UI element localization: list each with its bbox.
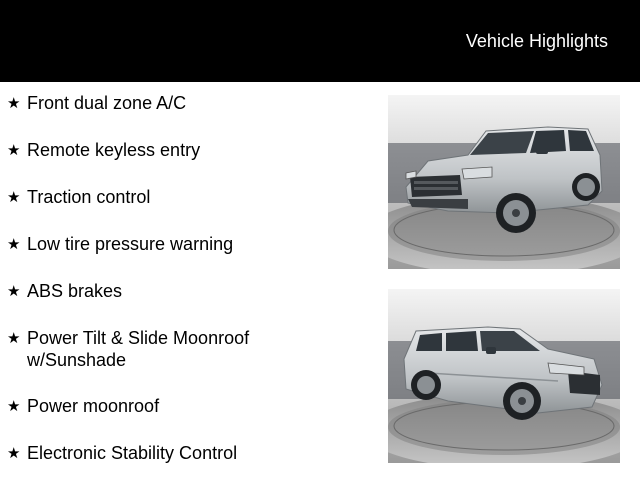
- feature-label: Power moonroof: [27, 396, 160, 416]
- star-icon: ★: [7, 444, 21, 462]
- feature-item: [7, 280, 287, 302]
- feature-label: Power Tilt & Slide Moonroof w/Sunshade: [27, 328, 250, 370]
- feature-item: [7, 395, 287, 417]
- star-icon: ★: [7, 94, 21, 112]
- star-icon: ★: [7, 188, 21, 206]
- feature-item: [7, 233, 287, 255]
- feature-item: [7, 327, 287, 371]
- page-title: Vehicle Highlights: [465, 31, 608, 51]
- feature-item: [7, 442, 287, 464]
- feature-item: [7, 92, 287, 114]
- feature-item: [7, 186, 287, 208]
- feature-label: Electronic Stability Control: [27, 443, 238, 463]
- vehicle-photo-side: [388, 289, 620, 463]
- star-icon: ★: [7, 329, 21, 347]
- suv-side-image: [388, 289, 620, 463]
- star-icon: ★: [7, 397, 21, 415]
- suv-front-image: [388, 95, 620, 269]
- star-icon: ★: [7, 235, 21, 253]
- feature-label: Low tire pressure warning: [27, 234, 234, 254]
- header-bar: [0, 0, 640, 82]
- vehicle-photo-front: [388, 95, 620, 269]
- feature-label: Remote keyless entry: [27, 140, 201, 160]
- feature-item: [7, 139, 287, 161]
- star-icon: ★: [7, 282, 21, 300]
- feature-label: Front dual zone A/C: [27, 93, 187, 113]
- feature-label: ABS brakes: [27, 281, 123, 301]
- feature-label: Traction control: [27, 187, 151, 207]
- star-icon: ★: [7, 141, 21, 159]
